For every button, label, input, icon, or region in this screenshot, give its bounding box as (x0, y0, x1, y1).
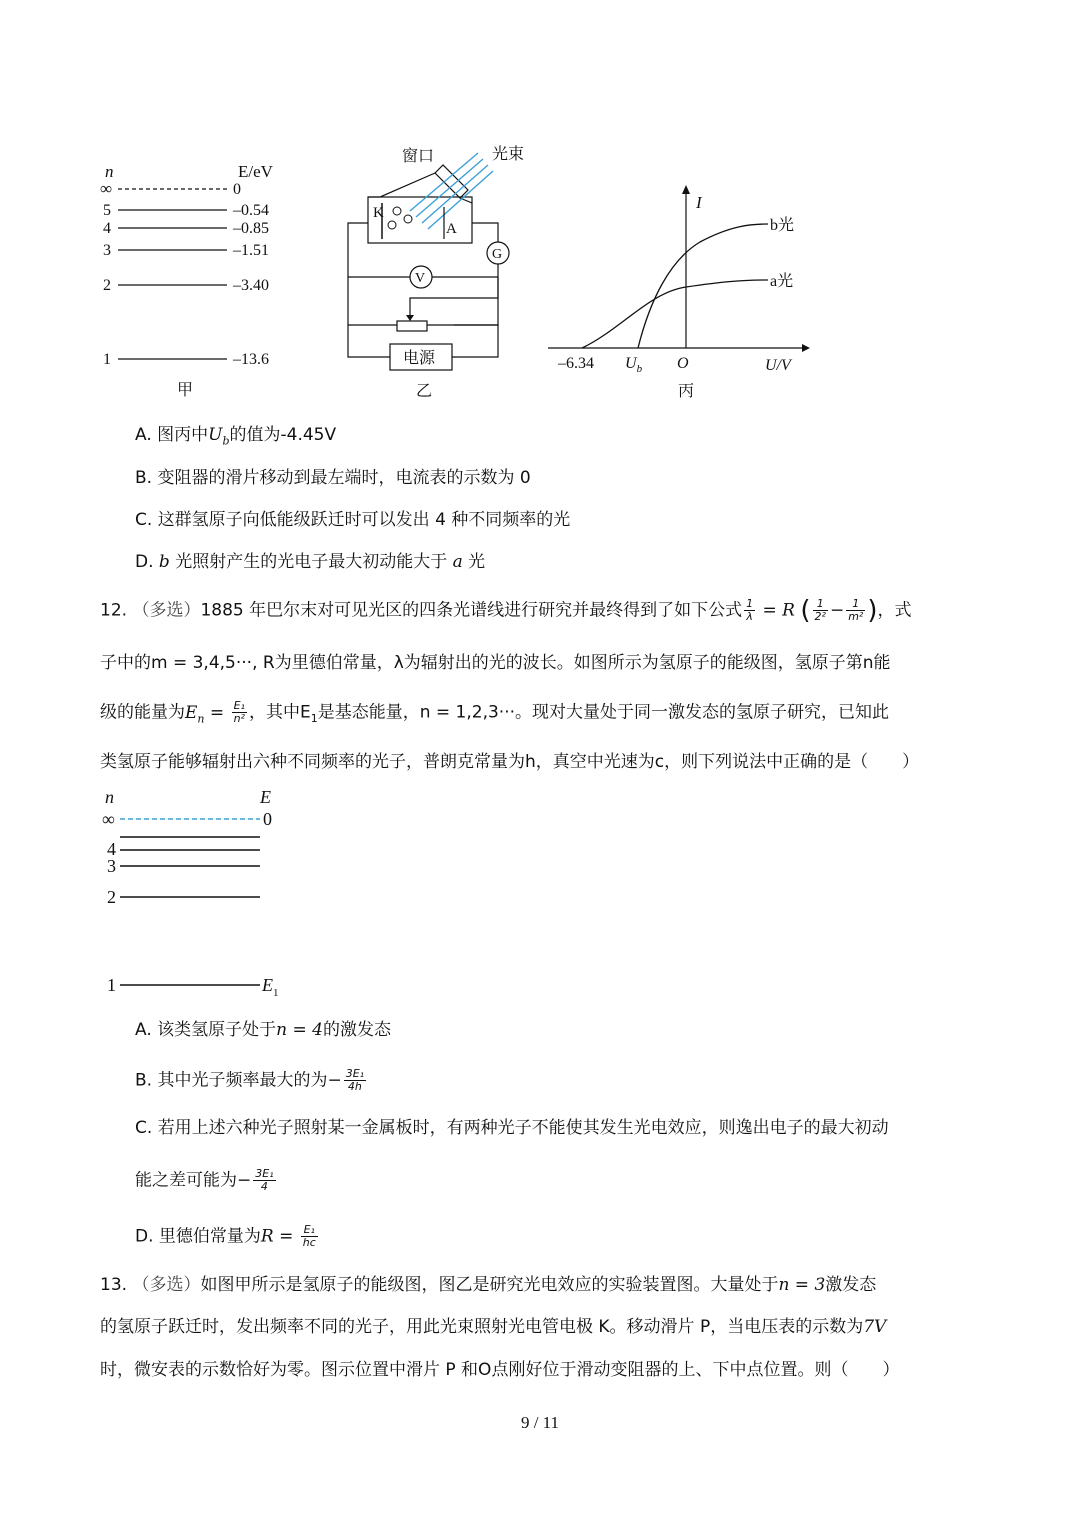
wire-right (454, 264, 498, 325)
q13-line-3: 时，微安表的示数恰好为零。图示位置中滑片 P 和O点刚好位于滑动变阻器的上、下中点位置。则（ ） (100, 1360, 900, 1380)
energy-level-diagram-jia (95, 155, 295, 405)
electron-1 (393, 207, 401, 215)
stem-math: n = 3 (778, 1275, 826, 1295)
q13-line-1 (100, 1273, 876, 1297)
energy-level-diagram-q12 (100, 785, 300, 1000)
formula-1-over-msq: $\frac{1}{\text{m²}}$ (848, 597, 864, 623)
energy-axis-label: E (260, 787, 271, 807)
electron-2 (388, 221, 396, 229)
level-e-5: –0.54 (233, 202, 269, 219)
option-text-post: 的激发态 (322, 1020, 391, 1040)
option-text-line2: 能之差可能为 (135, 1170, 237, 1191)
photoelectric-circuit-yi (340, 135, 540, 405)
y-axis-label: I (696, 193, 702, 212)
level-n-2: 2 (103, 277, 111, 294)
option-text-post: 的值为-4.45V (229, 425, 337, 445)
formula-1-over-lambda: $\frac{1}{\lambda}$ (746, 597, 754, 623)
power-label: 电源 (403, 348, 436, 367)
option-fraction: $\frac{\text{3E₁}}{4}$ (255, 1167, 274, 1193)
level-n-inf: ∞ (100, 179, 113, 198)
page-number: 9 / 11 (520, 1413, 560, 1432)
option-math: n = 4 (276, 1020, 323, 1040)
q12-option-b[interactable] (135, 1068, 368, 1093)
q13-line-2 (100, 1315, 886, 1339)
q11-option-b[interactable] (135, 466, 531, 490)
option-text-line1: 若用上述六种光子照射某一金属板时，有两种光子不能使其发生光电效应，则逸出电子的最大初动 (157, 1118, 889, 1138)
option-letter: B. (135, 1070, 153, 1091)
level-n-inf: ∞ (102, 809, 115, 829)
stem-text: 的氢原子跃迁时，发出频率不同的光子，用此光束照射光电管电极 K。移动滑片 P，当电压表的示数为 (100, 1317, 864, 1337)
level-n-1: 1 (103, 351, 111, 368)
minus-sign: − (237, 1170, 252, 1191)
caption-yi: 乙 (416, 381, 433, 400)
b-light-label: b光 (770, 217, 795, 234)
iu-graph-bing (540, 180, 810, 405)
level-e-inf: 0 (233, 181, 241, 198)
level-n-3: 3 (107, 856, 116, 876)
option-text: 这群氢原子向低能级跃迁时可以发出 4 种不同频率的光 (157, 510, 571, 530)
level-e-4: –0.85 (233, 220, 269, 237)
option-letter: C. (135, 510, 153, 530)
q12-line-4: 类氢原子能够辐射出六种不同频率的光子，普朗克常量为h，真空中光速为c，则下列说法中正确的是（ ） (100, 752, 920, 772)
level-n-3: 3 (103, 242, 111, 259)
option-letter: A. (135, 1020, 152, 1040)
option-letter: B. (135, 468, 153, 488)
x-axis-label: U/V (765, 357, 791, 374)
n-axis-label: n (105, 787, 114, 807)
paren-open: ( (800, 595, 811, 626)
level-n-1: 1 (107, 975, 116, 995)
slider-arrow (406, 315, 414, 321)
y-axis-arrow (682, 185, 690, 194)
option-text-pre: 该类氢原子处于 (157, 1020, 277, 1040)
var-b: b (158, 552, 170, 572)
electron-3 (404, 215, 412, 223)
paren-close: ) (867, 595, 878, 626)
option-text-mid: 光照射产生的光电子最大初动能大于 (169, 552, 453, 572)
energy-axis-label: E/eV (238, 162, 273, 181)
q12-line-1 (100, 595, 912, 626)
var-u: U (208, 425, 223, 445)
formula-equals-r: = R (757, 600, 801, 621)
q12-line-2: 子中的m = 3,4,5···, R为里德伯常量，λ为辐射出的光的波长。如图所示为氢原子的能级图，氢原子第n能 (100, 653, 891, 673)
origin-label: O (677, 355, 689, 372)
q11-option-a[interactable] (135, 423, 336, 453)
formula-en: $E_n$ = (185, 702, 230, 725)
stem-text-c: 是基态能量，n = 1,2,3···。现对大量处于同一激发态的氢原子研究，已知此 (317, 702, 890, 723)
level-n-5: 5 (103, 202, 111, 219)
curve-a (582, 280, 768, 348)
var-u-sub: b (222, 434, 230, 448)
level-n-2: 2 (107, 887, 116, 907)
level-e1: $E_1$ (262, 975, 279, 999)
formula-1-over-2sq: $\frac{1}{\text{2²}}$ (814, 597, 826, 623)
q12-option-c[interactable] (135, 1116, 889, 1140)
stem-text: 如图甲所示是氢原子的能级图，图乙是研究光电效应的实验装置图。大量处于 (200, 1275, 779, 1295)
caption-jia: 甲 (177, 380, 194, 399)
q12-line-3 (100, 700, 889, 731)
stem-text: 1885 年巴尔末对可见光区的四条光谱线进行研究并最终得到了如下公式 (200, 600, 743, 621)
question-tag: （多选） (132, 600, 201, 621)
stem-text-b: 激发态 (825, 1275, 877, 1295)
level-e-1: –13.6 (233, 351, 269, 368)
e1-subscript: 1 (310, 711, 318, 725)
x-tick-stop-voltage-a: –6.34 (558, 355, 594, 372)
level-e-zero: 0 (263, 809, 272, 829)
var-a: a (452, 552, 463, 572)
wire-right-top (472, 223, 498, 242)
option-text-pre: 图丙中 (157, 425, 209, 445)
galvanometer-label: G (492, 247, 503, 262)
anode-label: A (446, 221, 457, 237)
option-fraction: $\frac{\text{E₁}}{hc}$ (302, 1223, 316, 1249)
option-letter: C. (135, 1118, 153, 1138)
caption-bing: 丙 (678, 381, 695, 400)
x-tick-ub: $U_b$ (625, 355, 643, 375)
option-text: 变阻器的滑片移动到最左端时，电流表的示数为 0 (157, 468, 531, 488)
beam-label: 光束 (492, 144, 525, 163)
rheostat (397, 321, 427, 331)
x-axis-arrow (802, 344, 810, 352)
stem-text: 级的能量为 (100, 702, 185, 723)
formula-minus: − (829, 600, 845, 621)
q12-option-c-cont (135, 1168, 278, 1193)
q12-option-d[interactable] (135, 1224, 320, 1249)
question-tag: （多选） (132, 1275, 201, 1295)
level-n-4: 4 (103, 220, 111, 237)
voltmeter-label: V (415, 271, 426, 286)
option-text-pre: 里德伯常量为 (158, 1226, 261, 1247)
option-letter: A. (135, 425, 152, 445)
option-text-post: 光 (462, 552, 486, 572)
minus-sign: − (327, 1070, 342, 1091)
window-label: 窗口 (402, 146, 435, 165)
q11-option-d[interactable] (135, 550, 485, 574)
cathode-label: K (373, 205, 384, 221)
n-axis-label: n (105, 162, 114, 181)
curve-b (638, 224, 768, 348)
formula-e1-over-nsq: $\frac{\text{E₁}}{\text{n²}}$ (233, 699, 245, 725)
option-text-pre: 其中光子频率最大的为 (157, 1070, 328, 1091)
question-number: 12. (100, 600, 128, 621)
q12-option-a[interactable] (135, 1018, 391, 1042)
window-slab (435, 165, 468, 198)
option-letter: D. (135, 1226, 154, 1247)
stem-math: 7V (863, 1317, 887, 1337)
stem-tail: ，式 (877, 600, 912, 621)
level-n-4: 4 (107, 839, 116, 859)
level-e-3: –1.51 (233, 242, 269, 259)
question-number: 13. (100, 1275, 128, 1295)
level-e-2: –3.40 (233, 277, 269, 294)
option-fraction: $\frac{\text{3E₁}}{4h}$ (345, 1067, 365, 1093)
a-light-label: a光 (770, 273, 794, 290)
q11-option-c[interactable] (135, 508, 570, 532)
stem-text-b: ，其中E (248, 702, 311, 723)
formula-r: R = (260, 1226, 299, 1247)
tube-top-diagonal (380, 173, 435, 197)
option-letter: D. (135, 552, 154, 572)
